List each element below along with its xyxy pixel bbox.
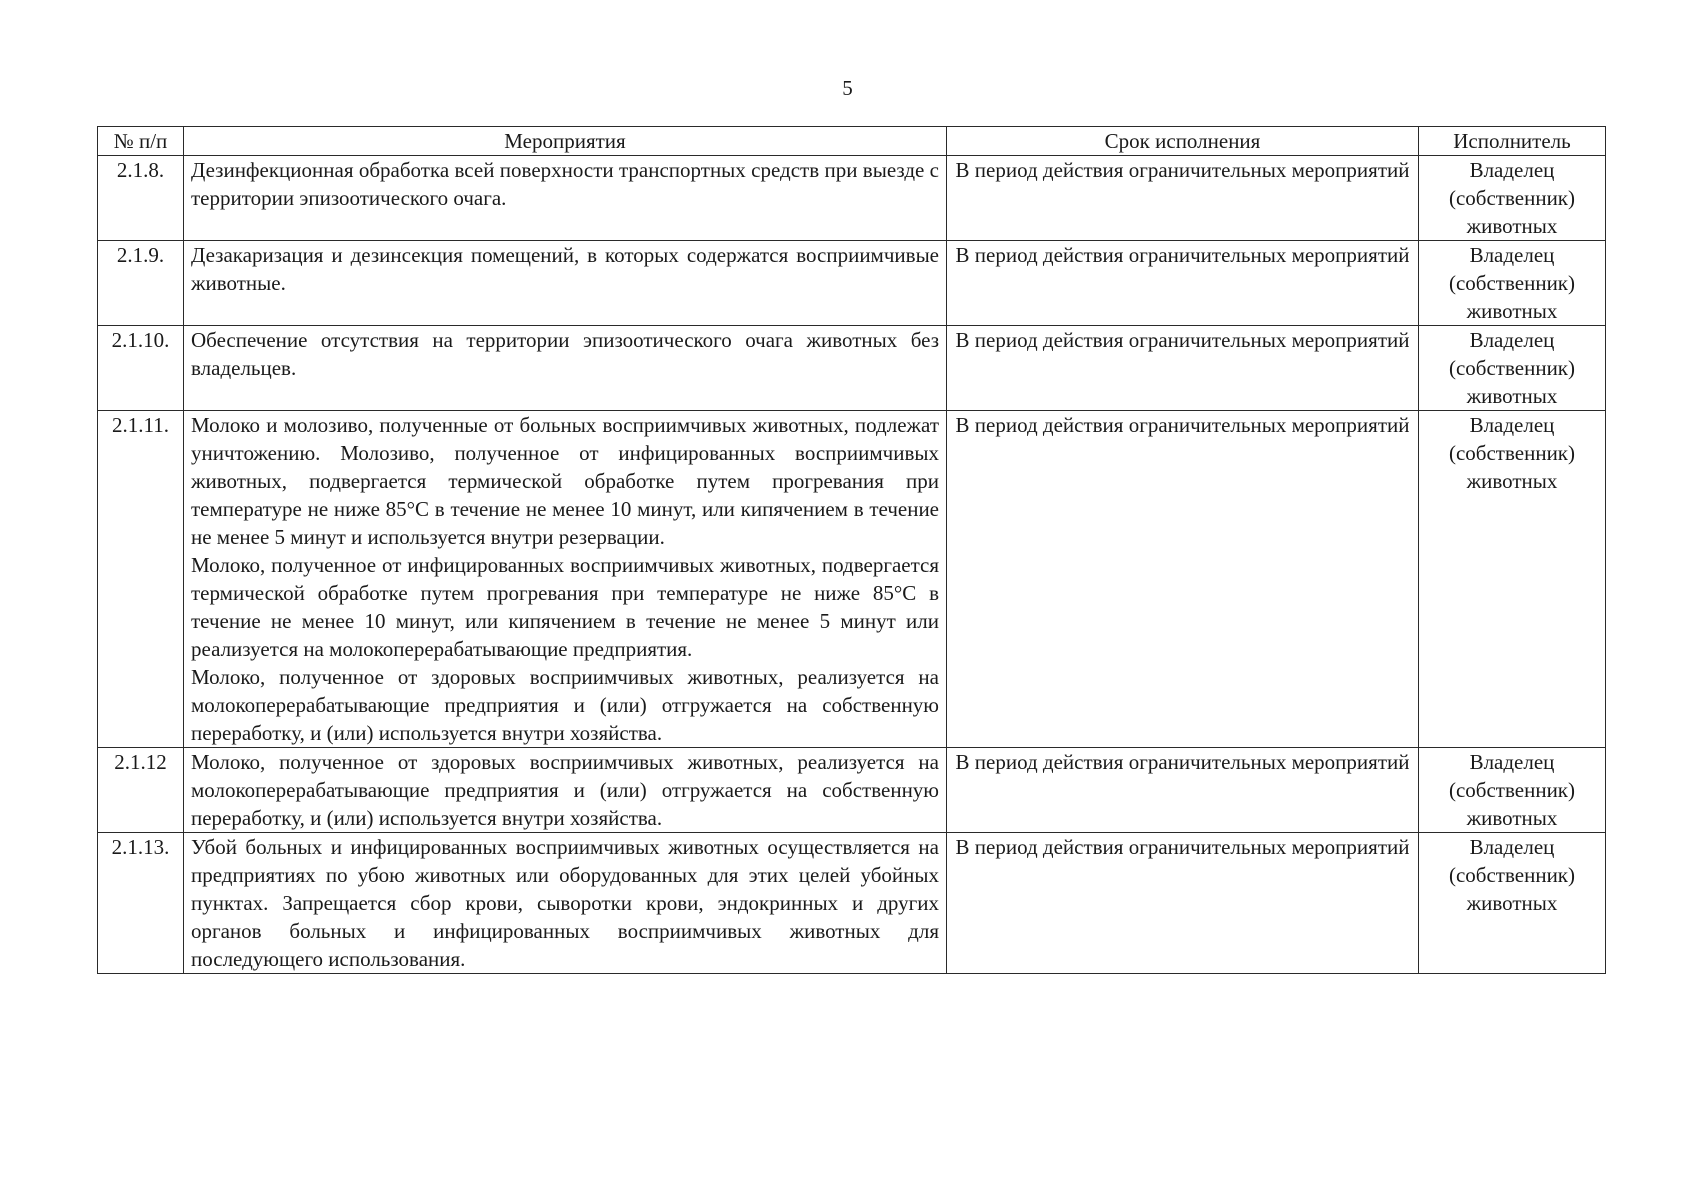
activity-text: Убой больных и инфицированных восприимчивых животных осуществляется на предприятиях по убою животных или оборудованных для этих целей убойных пунктах. Запрещается сбор крови, сыворотки крови, эндокринных и других органов больных и инфицированных восприимчивых животных для последующего использования. [191,835,939,971]
activity-cell [184,748,947,833]
deadline-cell: В период действия ограничительных мероприятий [947,411,1419,748]
table-row [98,411,1606,748]
deadline-cell: В период действия ограничительных мероприятий [947,326,1419,411]
table-row [98,326,1606,411]
item-number: 2.1.12 [98,748,184,833]
page-number: 5 [842,76,853,100]
table-row [98,241,1606,326]
activity-cell [184,833,947,974]
executor-cell: Владелец (собственник) животных [1419,833,1606,974]
deadline-cell: В период действия ограничительных мероприятий [947,833,1419,974]
item-number: 2.1.13. [98,833,184,974]
table-row [98,833,1606,974]
executor-cell: Владелец (собственник) животных [1419,411,1606,748]
item-number: 2.1.11. [98,411,184,748]
activity-text: Обеспечение отсутствия на территории эпизоотического очага животных без владельцев. [191,328,939,380]
item-number: 2.1.8. [98,156,184,241]
deadline-cell: В период действия ограничительных мероприятий [947,241,1419,326]
activity-cell [184,156,947,241]
item-number: 2.1.10. [98,326,184,411]
executor-cell: Владелец (собственник) животных [1419,748,1606,833]
header-deadline: Срок исполнения [947,127,1419,156]
executor-cell: Владелец (собственник) животных [1419,156,1606,241]
table-row [98,156,1606,241]
header-executor: Исполнитель [1419,127,1606,156]
activity-paragraph: Молоко и молозиво, полученные от больных восприимчивых животных, подлежат уничтожению. Молозиво, полученное от инфицированных восприимчивых животных, подвергается термической обработке путем прогревания при температуре не ниже 85°С в течение не менее 10 минут, или кипячением в течение не менее 5 минут и используется внутри резервации. [191,413,939,549]
executor-cell: Владелец (собственник) животных [1419,326,1606,411]
activity-paragraph: Молоко, полученное от инфицированных восприимчивых животных, подвергается термической обработке путем прогревания при температуре не ниже 85°С в течение не менее 10 минут, или кипячением в течение не менее 5 минут или реализуется на молокоперерабатывающие предприятия. [191,553,939,661]
activity-cell [184,241,947,326]
activity-text: Дезинфекционная обработка всей поверхности транспортных средств при выезде с территории эпизоотического очага. [191,158,939,210]
deadline-cell: В период действия ограничительных мероприятий [947,156,1419,241]
activity-paragraph: Молоко, полученное от здоровых восприимчивых животных, реализуется на молокоперерабатывающие предприятия и (или) отгружается на собственную переработку, и (или) используется внутри хозяйства. [191,665,939,745]
header-number: № п/п [98,127,184,156]
item-number: 2.1.9. [98,241,184,326]
activity-cell [184,326,947,411]
activity-text: Дезакаризация и дезинсекция помещений, в которых содержатся восприимчивые животные. [191,243,939,295]
activity-text: Молоко, полученное от здоровых восприимчивых животных, реализуется на молокоперерабатывающие предприятия и (или) отгружается на собственную переработку, и (или) используется внутри хозяйства. [191,750,939,830]
deadline-cell: В период действия ограничительных мероприятий [947,748,1419,833]
activity-cell [184,411,947,748]
table-header-row [98,127,1606,156]
measures-table [97,126,1606,974]
table-row [98,748,1606,833]
executor-cell: Владелец (собственник) животных [1419,241,1606,326]
header-activity: Мероприятия [184,127,947,156]
